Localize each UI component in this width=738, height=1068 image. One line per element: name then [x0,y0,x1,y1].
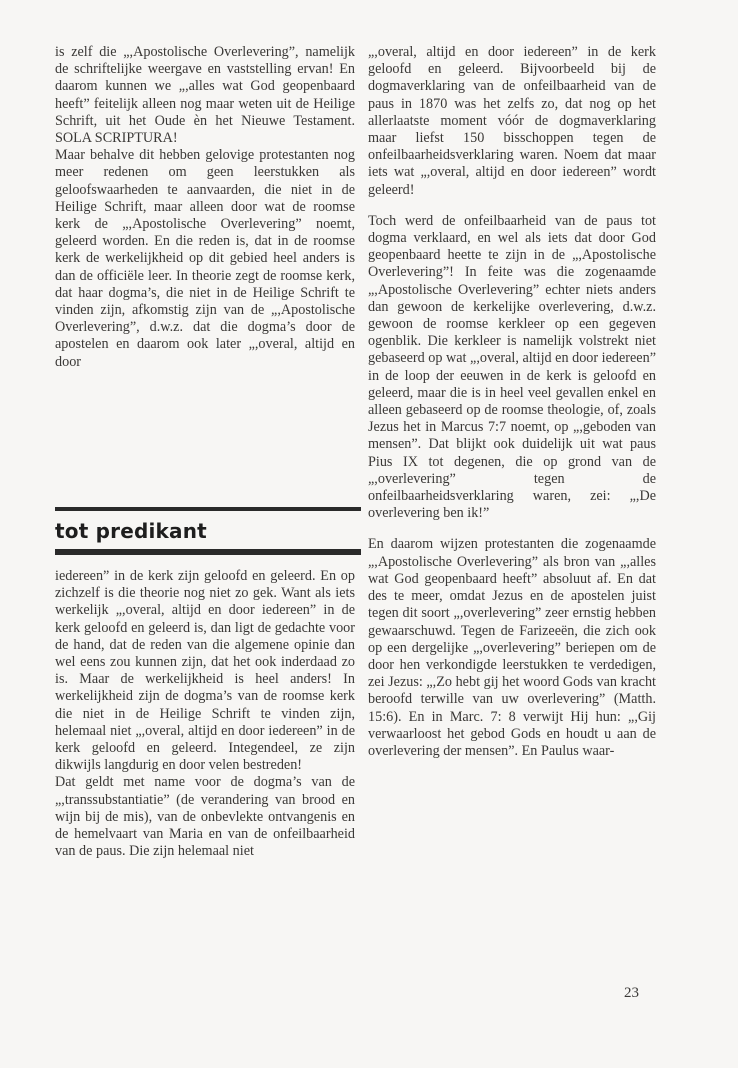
paragraph: Toch werd de onfeilbaarheid van de paus tot dogma verklaard, en wel als iets dat door God geopenbaard heette te zijn in de „,Apostolische Overlevering”! In feite was die zogenaamde „,Apostolische Overlevering” echter niets anders dan gewoon de kerkelijke overlevering, d.w.z. gewoon de roomse kerkleer op een gegeven ogenblik. Die kerkleer is namelijk volstrekt niet gebaseerd op wat „,overal, altijd en door iedereen” in de loop der eeuwen in de kerk is geloofd en geleerd, maar die is in heel veel gevallen enkel en alleen gebaseerd op de roomse theologie, of, zoals Jezus het in Marcus 7:7 noemt, op „,geboden van mensen”. Dat blijkt ook duidelijk uit wat paus Pius IX tot degenen, die op grond van de „,overlevering” tegen de onfeilbaarheidsverklaring waren, zei: „,De overlevering ben ik!” [368,212,656,522]
heading-rule-top [55,507,361,511]
paragraph: En daarom wijzen protestanten die zogenaamde „,Apostolische Overlevering” als bron van „,alles wat God geopenbaard heeft” absoluut af. En dat des te meer, omdat Jezus en de apostelen juist tegen dit soort „,overlevering” zeer ernstig hebben gewaarschuwd. Tegen de Farizeeën, die zich ook op een dergelijke „,overlevering” beriepen om de door hen verkondigde leerstukken te verdedigen, zei Jezus: „,Zo hebt gij het woord Gods van kracht beroofd terwille van uw overlevering” (Matth. 15:6). En in Marc. 7: 8 verwijt Hij hun: „,Gij verwaarloost het gebod Gods en houdt u aan de overlevering der mensen”. En Paulus waar- [368,536,656,759]
left-column-bottom [55,568,355,860]
paragraph: Maar behalve dit hebben gelovige protestanten nog meer redenen om geen leerstukken als geloofswaarheden te aanvaarden, die niet in de Heilige Schrift, maar alleen door wat de roomse kerk de „,Apostolische Overlevering” noemt, geleerd worden. En die reden is, dat in de roomse kerk de werkelijkheid op dit gebied heel anders is dan de officiële leer. In theorie zegt de roomse kerk, dat haar dogma’s, die niet in de Heilige Schrift te vinden zijn, afkomstig zijn van de „,Apostolische Overlevering”, d.w.z. dat die dogma’s door de apostelen en daarom ook later „,overal, altijd en door [55,147,355,370]
section-heading-block [55,507,361,555]
paragraph: Dat geldt met name voor de dogma’s van de „,transsubstantiatie” (de verandering van brood en wijn bij de mis), van de onbevlekte ontvangenis en de hemelvaart van Maria en van de onfeilbaarheid van de paus. Die zijn helemaal niet [55,774,355,860]
section-heading: tot predikant [55,519,207,543]
heading-rule-bottom [55,549,361,555]
page-number: 23 [624,985,639,1001]
paragraph: „,overal, altijd en door iedereen” in de kerk geloofd en geleerd. Bijvoorbeeld bij de dogmaverklaring van de onfeilbaarheid van de paus in 1870 was het zelfs zo, dat nog op het allerlaatste moment vóór de dogmaverklaring maar liefst 150 bisschoppen tegen de onfeilbaarheidsverklaring waren. Noem dat maar iets wat „,overal, altijd en door iedereen” wordt geleerd! [368,44,656,198]
right-column [368,44,656,760]
paragraph: is zelf die „,Apostolische Overlevering”, namelijk de schriftelijke weergave en vaststelling ervan! En daarom kunnen we „,alles wat God geopenbaard heeft” feitelijk alleen nog maar weten uit de Heilige Schrift, uit het Oude èn het Nieuwe Testament. SOLA SCRIPTURA! [55,44,355,147]
paragraph: iedereen” in de kerk zijn geloofd en geleerd. En op zichzelf is die theorie nog niet zo gek. Want als iets werkelijk „,overal, altijd en door iedereen” in de kerk geloofd en geleerd is, dan ligt de gedachte voor de hand, dat de reden van die algemene opinie dan wel eens zou kunnen zijn, dat het ook inderdaad zo is. Maar de werkelijkheid is heel anders! In werkelijkheid zijn de dogma’s van de roomse kerk die niet in de Heilige Schrift te vinden zijn, helemaal niet „,overal, altijd en door iedereen” in de kerk geloofd en geleerd. Integendeel, ze zijn dikwijls langdurig en door velen bestreden! [55,568,355,774]
left-column-top [55,44,355,371]
